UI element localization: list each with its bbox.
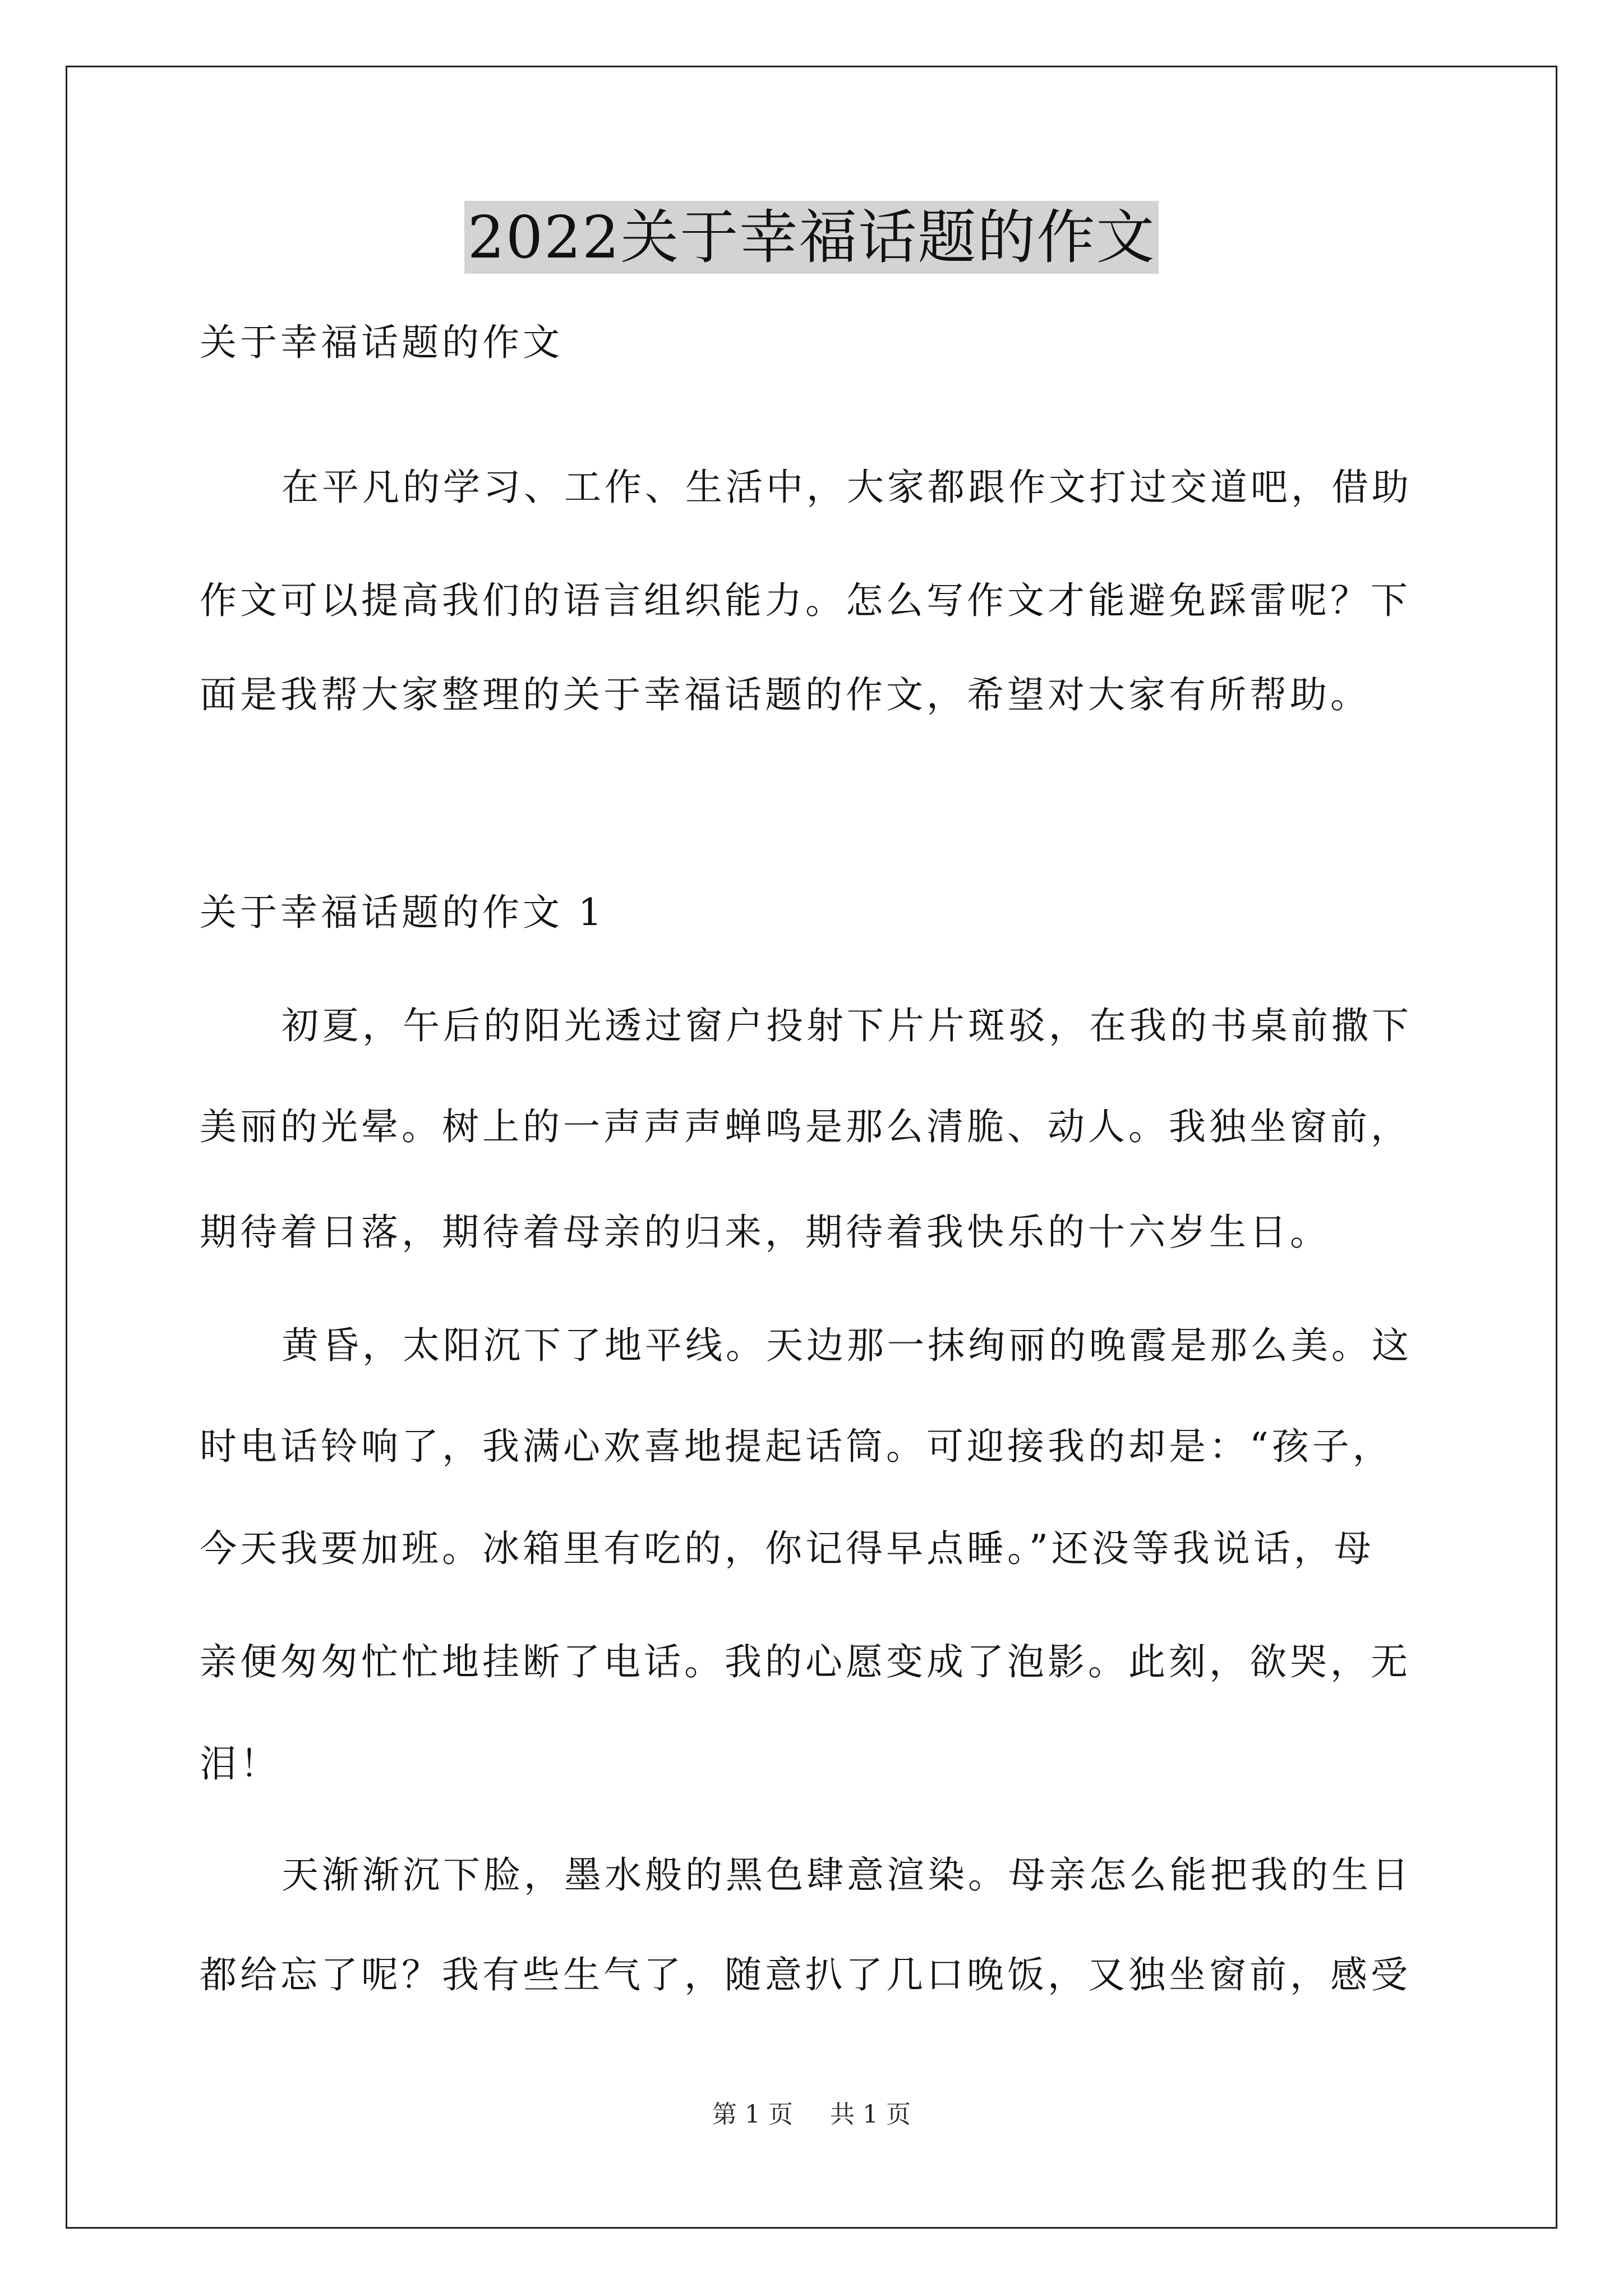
body-line: 泪！ xyxy=(200,1742,280,1786)
intro-line: 在平凡的学习、工作、生活中，大家都跟作文打过交道吧，借助 xyxy=(282,466,1412,509)
page-footer xyxy=(0,2098,1623,2132)
page-number: 第 1 页 xyxy=(712,2100,793,2129)
body-line: 时电话铃响了，我满心欢喜地提起话筒。可迎接我的却是：“孩子， xyxy=(200,1425,1393,1468)
body-line: 都给忘了呢？我有些生气了，随意扒了几口晚饭，又独坐窗前，感受 xyxy=(200,1953,1411,1996)
body-line: 美丽的光晕。树上的一声声声蝉鸣是那么清脆、动人。我独坐窗前， xyxy=(200,1105,1411,1148)
body-line: 今天我要加班。冰箱里有吃的，你记得早点睡。”还没等我说话，母 xyxy=(200,1527,1375,1570)
page-total: 共 1 页 xyxy=(830,2100,911,2129)
intro-line: 面是我帮大家整理的关于幸福话题的作文，希望对大家有所帮助。 xyxy=(200,673,1371,716)
body-line: 初夏，午后的阳光透过窗户投射下片片斑驳，在我的书桌前撒下 xyxy=(282,1004,1412,1047)
document-title xyxy=(0,201,1623,274)
body-line: 天渐渐沉下脸，墨水般的黑色肆意渲染。母亲怎么能把我的生日 xyxy=(282,1853,1412,1897)
section-heading: 关于幸福话题的作文 1 xyxy=(200,891,605,934)
document-title-text: 2022关于幸福话题的作文 xyxy=(464,201,1159,274)
body-line: 亲便匆匆忙忙地挂断了电话。我的心愿变成了泡影。此刻，欲哭，无 xyxy=(200,1640,1411,1683)
intro-line: 作文可以提高我们的语言组织能力。怎么写作文才能避免踩雷呢？下 xyxy=(200,579,1411,622)
body-line: 期待着日落，期待着母亲的归来，期待着我快乐的十六岁生日。 xyxy=(200,1211,1330,1254)
body-line: 黄昏，太阳沉下了地平线。天边那一抹绚丽的晚霞是那么美。这 xyxy=(282,1324,1412,1367)
subtitle: 关于幸福话题的作文 xyxy=(200,321,563,364)
